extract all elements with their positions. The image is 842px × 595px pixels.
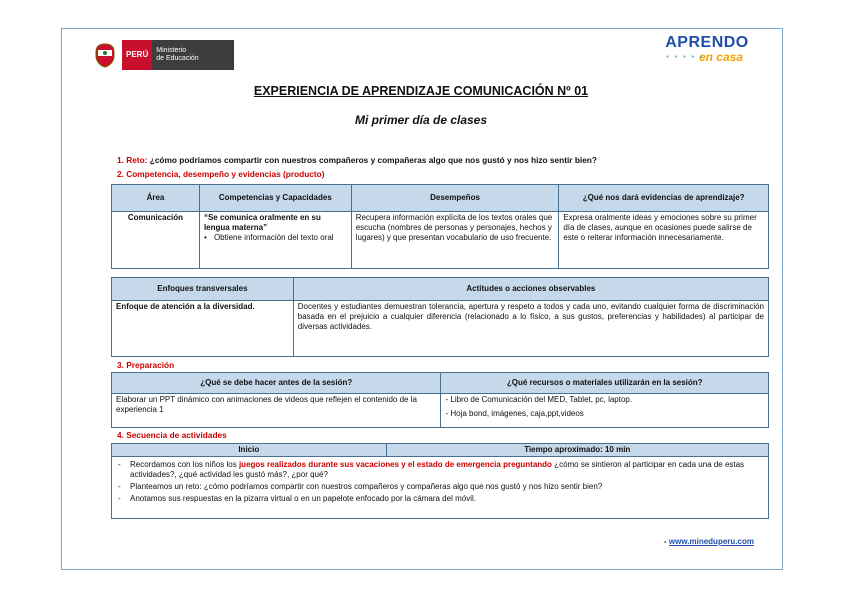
page-subtitle: Mi primer día de clases bbox=[354, 113, 488, 127]
recurso-item: - Libro de Comunicación del MED, Tablet, pc, laptop. bbox=[445, 395, 633, 404]
cell-recursos bbox=[441, 394, 769, 428]
aprendo-en-casa-logo: APRENDO en casa bbox=[665, 34, 749, 64]
secuencia-table bbox=[111, 443, 769, 519]
header-desempenos: Desempeños bbox=[351, 185, 559, 212]
peru-label: PERÚ bbox=[122, 40, 152, 70]
cell-evidencia: Expresa oralmente ideas y emociones sobre su primer día de clases, aunque en ocasiones puede salirse de este o reiterar información innecesariamente. bbox=[559, 212, 769, 269]
header-antes: ¿Qué se debe hacer antes de la sesión? bbox=[112, 373, 441, 394]
header-area: Área bbox=[112, 185, 200, 212]
reto-line: 1. Reto: ¿cómo podríamos compartir con nuestros compañeros y compañeras algo que nos gustó y nos hizo sentir bien? bbox=[117, 155, 597, 165]
list-item: - Anotamos sus respuestas en la pizarra virtual o en un papelote enfocado por la cámara del móvil. bbox=[116, 494, 764, 504]
decorative-dots-icon: ● ● ● ● ● bbox=[666, 54, 705, 60]
header-actitudes: Actitudes o acciones observables bbox=[293, 278, 768, 301]
section-4-heading: 4. Secuencia de actividades bbox=[117, 430, 227, 440]
list-item: - Planteamos un reto: ¿cómo podríamos compartir con nuestros compañeros y compañeras algo que nos gustó y nos hizo sentir bien? bbox=[116, 482, 764, 492]
preparacion-table bbox=[111, 372, 769, 428]
minedu-link[interactable]: www.mineduperu.com bbox=[668, 537, 754, 546]
cell-actividades bbox=[112, 457, 769, 519]
list-item: - Recordamos con los niños los juegos realizados durante sus vacaciones y el estado de emergencia preguntando ¿cómo se sintieron al participar en cada una de estas actividades?, ¿qué actividad les gustó más?, ¿por qué? bbox=[116, 460, 764, 480]
peru-logo bbox=[92, 40, 234, 70]
competencias-table bbox=[111, 184, 769, 269]
cell-antes: Elaborar un PPT dinámico con animaciones de videos que reflejen el contenido de la experiencia 1 bbox=[112, 394, 441, 428]
cell-enfoque: Enfoque de atención a la diversidad. bbox=[112, 301, 294, 357]
cell-actitudes: Docentes y estudiantes demuestran tolerancia, apertura y respeto a todos y cada uno, evitando cualquier forma de discriminación basada en el prejuicio a cualquier diferencia (relacionado a lo físico, a sus gustos, preferencias y habilidades) al participar de diversas actividades. bbox=[293, 301, 768, 357]
enfoques-table bbox=[111, 277, 769, 357]
cell-desempeno: Recupera información explícita de los textos orales que escucha (nombres de personas y personajes, hechos y lugares) y que presentan vocabulario de uso frecuente. bbox=[351, 212, 559, 269]
header-recursos: ¿Qué recursos o materiales utilizarán en la sesión? bbox=[441, 373, 769, 394]
header-inicio: Inicio bbox=[112, 444, 387, 457]
header-evidencias: ¿Qué nos dará evidencias de aprendizaje? bbox=[559, 185, 769, 212]
coat-of-arms-icon bbox=[92, 42, 118, 68]
section-3-heading: 3. Preparación bbox=[117, 360, 175, 370]
cell-competencia: “Se comunica oralmente en su lengua materna” • Obtiene información del texto oral bbox=[199, 212, 351, 269]
capacidad-item: • Obtiene información del texto oral bbox=[204, 233, 347, 243]
section-2-heading: 2. Competencia, desempeño y evidencias (producto) bbox=[117, 169, 325, 179]
cell-area: Comunicación bbox=[112, 212, 200, 269]
recurso-item: - Hoja bond, imágenes, caja,ppt,videos bbox=[445, 409, 584, 418]
ministry-label: Ministerio de Educación bbox=[152, 40, 234, 70]
footer: - www.mineduperu.com bbox=[664, 537, 754, 546]
page-title: EXPERIENCIA DE APRENDIZAJE COMUNICACIÓN Nº 01 bbox=[253, 84, 589, 98]
header-tiempo: Tiempo aproximado: 10 min bbox=[386, 444, 768, 457]
header-competencias: Competencias y Capacidades bbox=[199, 185, 351, 212]
header-enfoques: Enfoques transversales bbox=[112, 278, 294, 301]
